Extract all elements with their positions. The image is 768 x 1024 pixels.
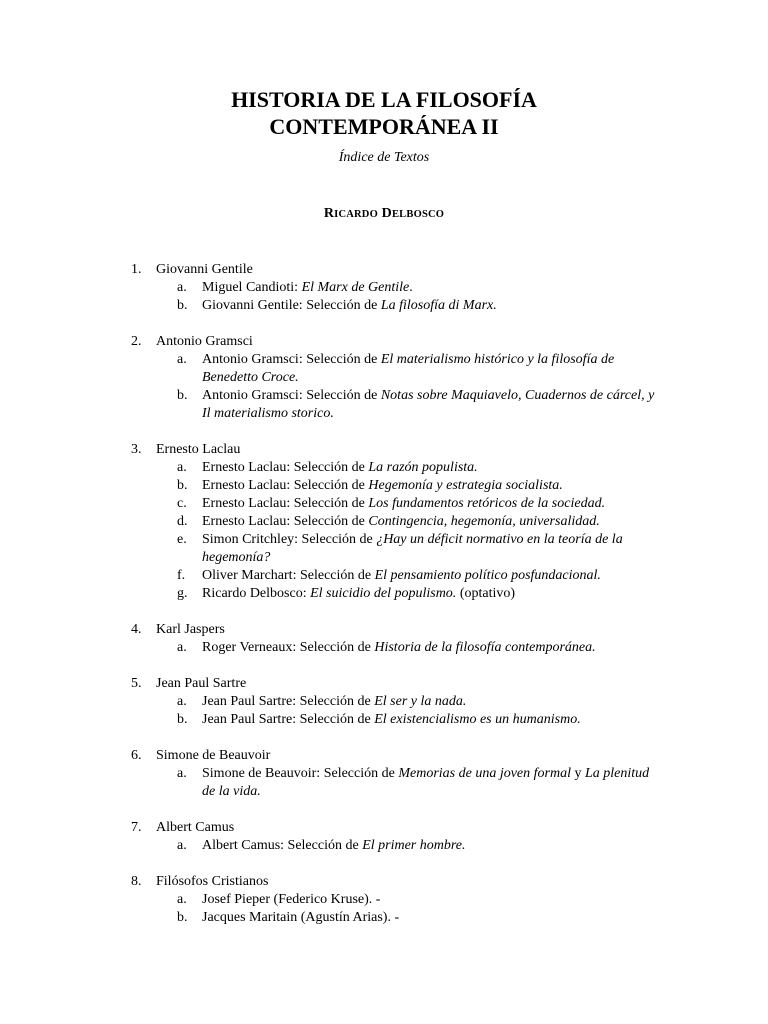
sub-item-letter: e. — [177, 532, 187, 547]
sub-item-text — [202, 297, 662, 315]
sub-item-text — [202, 909, 662, 927]
sub-item-text — [202, 513, 662, 531]
sub-item-prefix: Antonio Gramsci: Selección de — [202, 352, 381, 367]
document-subtitle: Índice de Textos — [338, 150, 430, 165]
section-item — [0, 333, 768, 423]
sub-item-letter: f. — [177, 568, 186, 583]
sub-item — [0, 909, 768, 927]
author-first-rest: ICARDO — [334, 209, 378, 220]
sub-item — [0, 585, 768, 603]
sub-item-prefix: Miguel Candioti: — [202, 280, 302, 295]
section-name: Giovanni Gentile — [156, 262, 253, 277]
sub-item-prefix: Jacques Maritain (Agustín Arias). - — [202, 910, 400, 925]
sub-item-letter: b. — [177, 298, 188, 313]
section-number: 1. — [131, 262, 142, 277]
work-title: Historia de la filosofía contemporánea. — [374, 640, 596, 655]
table-of-contents — [0, 261, 768, 945]
section-heading — [0, 441, 768, 459]
work-title: ¿Hay un déficit normativo en la teoría de la hegemonía? — [202, 532, 623, 565]
sub-item-prefix: Ernesto Laclau: Selección de — [202, 478, 369, 493]
section-number: 8. — [131, 874, 142, 889]
title-line-1: HISTORIA DE LA FILOSOFÍA — [231, 87, 537, 112]
sub-item — [0, 477, 768, 495]
sub-item-prefix: Ernesto Laclau: Selección de — [202, 496, 369, 511]
sub-item-letter: b. — [177, 712, 188, 727]
sub-item-text — [202, 279, 662, 297]
section-name: Jean Paul Sartre — [156, 676, 247, 691]
sub-item-letter: a. — [177, 280, 187, 295]
section-name: Antonio Gramsci — [156, 334, 253, 349]
sub-item — [0, 837, 768, 855]
section-number: 6. — [131, 748, 142, 763]
sub-item — [0, 639, 768, 657]
title-line-2: CONTEMPORÁNEA II — [269, 114, 499, 139]
section-item — [0, 441, 768, 603]
sub-item — [0, 279, 768, 297]
section-item — [0, 819, 768, 855]
sub-item-text — [202, 693, 662, 711]
section-item — [0, 675, 768, 729]
sub-item-text — [202, 639, 662, 657]
sub-item — [0, 495, 768, 513]
section-number: 5. — [131, 676, 142, 691]
work-title: El materialismo histórico y la filosofía de Benedetto Croce. — [202, 352, 615, 385]
sub-item-prefix: Josef Pieper (Federico Kruse). - — [202, 892, 381, 907]
sub-item — [0, 513, 768, 531]
sub-item-prefix: Simone de Beauvoir: Selección de — [202, 766, 399, 781]
sub-item-prefix: Roger Verneaux: Selección de — [202, 640, 375, 655]
work-title: La razón populista. — [368, 460, 478, 475]
work-title: Notas sobre Maquiavelo, Cuadernos de cárcel, y Il materialismo storico. — [202, 388, 655, 421]
section-item — [0, 747, 768, 801]
section-number: 7. — [131, 820, 142, 835]
section-number: 4. — [131, 622, 142, 637]
section-number: 3. — [131, 442, 142, 457]
author-first-initial: R — [323, 206, 335, 221]
sub-item-prefix: Oliver Marchart: Selección de — [202, 568, 375, 583]
sub-item — [0, 387, 768, 423]
sub-item-prefix: Ernesto Laclau: Selección de — [202, 460, 369, 475]
sub-item-letter: d. — [177, 514, 188, 529]
author-name — [0, 206, 768, 222]
section-heading — [0, 675, 768, 693]
sub-item-letter: a. — [177, 892, 187, 907]
work-title: Contingencia, hegemonía, universalidad. — [368, 514, 600, 529]
sub-item-prefix: Jean Paul Sartre: Selección de — [202, 712, 375, 727]
sub-item-prefix: Simon Critchley: Selección de — [202, 532, 377, 547]
sub-item-text — [202, 459, 662, 477]
document-title — [0, 86, 768, 140]
sub-item-prefix: Ricardo Delbosco: — [202, 586, 311, 601]
section-item — [0, 261, 768, 315]
sub-item — [0, 567, 768, 585]
section-name: Simone de Beauvoir — [156, 748, 271, 763]
section-item — [0, 621, 768, 657]
sub-item-text — [202, 837, 662, 855]
sub-item-text — [202, 531, 662, 567]
sub-item-letter: a. — [177, 838, 187, 853]
sub-item — [0, 297, 768, 315]
sub-item-text — [202, 891, 662, 909]
work-title: El existencialismo es un humanismo. — [374, 712, 581, 727]
sub-item-letter: a. — [177, 352, 187, 367]
sub-item-text — [202, 495, 662, 513]
sub-item-letter: b. — [177, 910, 188, 925]
section-heading — [0, 333, 768, 351]
sub-item-text — [202, 351, 662, 387]
section-heading — [0, 747, 768, 765]
sub-item — [0, 693, 768, 711]
sub-item — [0, 351, 768, 387]
work-title: Hegemonía y estrategia socialista. — [368, 478, 563, 493]
section-name: Filósofos Cristianos — [156, 874, 269, 889]
author-last-initial: D — [381, 206, 392, 221]
work-title: El suicidio del populismo. — [310, 586, 457, 601]
section-name: Albert Camus — [156, 820, 235, 835]
sub-item-prefix: Giovanni Gentile: Selección de — [202, 298, 381, 313]
section-heading — [0, 819, 768, 837]
author-last-rest: ELBOSCO — [391, 209, 445, 220]
sub-item-letter: a. — [177, 766, 187, 781]
sub-item-text — [202, 477, 662, 495]
work-title: El Marx de Gentile — [301, 280, 410, 295]
sub-item-prefix: Ernesto Laclau: Selección de — [202, 514, 369, 529]
sub-item-mid: y — [571, 766, 585, 781]
sub-item-letter: a. — [177, 694, 187, 709]
work-title: La plenitud de la vida. — [202, 766, 650, 799]
sub-item-text — [202, 387, 662, 423]
work-title: La filosofía di Marx. — [380, 298, 497, 313]
section-item — [0, 873, 768, 927]
sub-item — [0, 765, 768, 801]
sub-item-text — [202, 585, 662, 603]
section-heading — [0, 261, 768, 279]
work-title: Los fundamentos retóricos de la sociedad. — [368, 496, 606, 511]
sub-item — [0, 891, 768, 909]
sub-item-text — [202, 765, 662, 801]
sub-item-text — [202, 567, 662, 585]
sub-item-letter: c. — [177, 496, 187, 511]
sub-item-suffix: . — [409, 280, 413, 295]
work-title: Memorias de una joven formal — [398, 766, 571, 781]
sub-item-letter: g. — [177, 586, 188, 601]
section-name: Karl Jaspers — [156, 622, 225, 637]
work-title: El ser y la nada. — [374, 694, 467, 709]
section-heading — [0, 621, 768, 639]
sub-item-text — [202, 711, 662, 729]
section-heading — [0, 873, 768, 891]
section-name: Ernesto Laclau — [156, 442, 241, 457]
sub-item-prefix: Antonio Gramsci: Selección de — [202, 388, 381, 403]
work-title: El pensamiento político posfundacional. — [374, 568, 601, 583]
sub-item-letter: a. — [177, 640, 187, 655]
work-title: El primer hombre. — [362, 838, 466, 853]
sub-item-letter: b. — [177, 478, 188, 493]
section-number: 2. — [131, 334, 142, 349]
sub-item-prefix: Jean Paul Sartre: Selección de — [202, 694, 375, 709]
sub-item — [0, 711, 768, 729]
sub-item — [0, 459, 768, 477]
sub-item-letter: b. — [177, 388, 188, 403]
sub-item — [0, 531, 768, 567]
sub-item-prefix: Albert Camus: Selección de — [202, 838, 363, 853]
sub-item-suffix: (optativo) — [456, 586, 516, 601]
sub-item-letter: a. — [177, 460, 187, 475]
